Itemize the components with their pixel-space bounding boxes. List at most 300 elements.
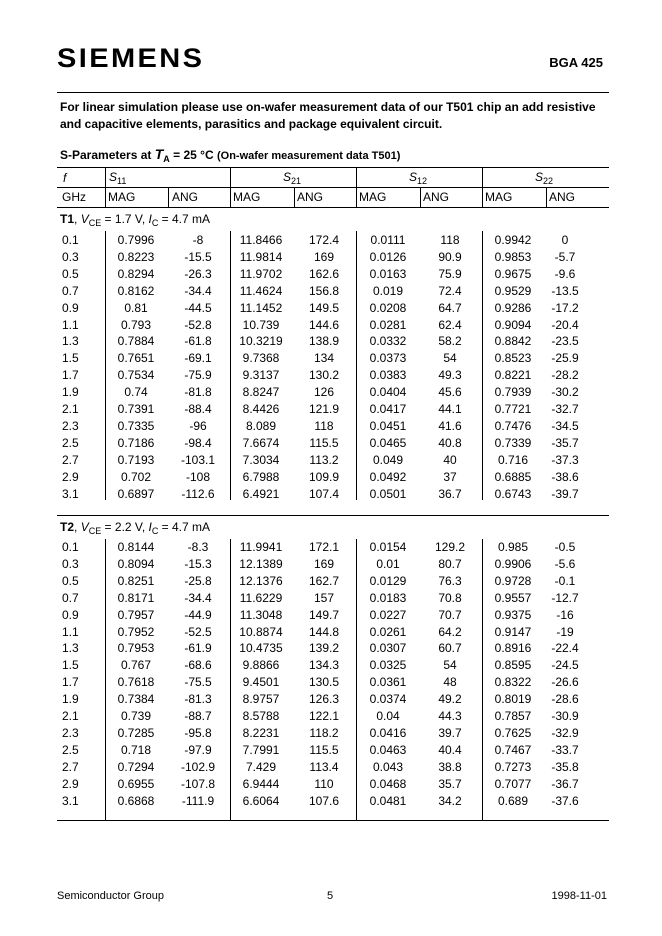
table-cell: 118 <box>440 233 460 247</box>
table-cell: -20.4 <box>551 317 579 332</box>
table-cell: -96 <box>189 418 207 433</box>
table-cell: -15.5 <box>184 249 212 264</box>
header-mag: MAG <box>108 190 136 204</box>
table-cell: 9.3137 <box>242 368 280 383</box>
table-cell: 58.2 <box>438 334 462 349</box>
table-cell: 1.9 <box>62 385 79 400</box>
table-cell: -88.4 <box>184 402 212 416</box>
table-cell: 0.8223 <box>117 249 155 264</box>
table-cell: 1.5 <box>62 658 79 673</box>
table-cell: -112.6 <box>181 486 215 501</box>
table-row <box>0 624 662 641</box>
table-cell: 0.767 <box>120 658 152 673</box>
table-cell: -75.5 <box>184 675 212 690</box>
table-cell: 0.0208 <box>369 300 407 315</box>
header-mag: MAG <box>233 190 261 204</box>
table-cell: 0.0481 <box>369 793 407 808</box>
table-cell: -12.7 <box>551 590 579 605</box>
header-col-divider-3 <box>482 167 483 207</box>
table-cell: 0.0501 <box>369 486 407 501</box>
table-cell: -81.3 <box>184 692 212 707</box>
table-cell: 172.1 <box>308 540 340 554</box>
table-cell: 8.9757 <box>242 692 280 707</box>
table-cell: 126 <box>313 385 335 400</box>
group-ic-var: I <box>148 520 152 534</box>
table-cell: -36.7 <box>551 776 579 791</box>
table-cell: 2.3 <box>62 725 79 740</box>
table-cell: -28.6 <box>551 692 579 707</box>
group-vce-value: = 1.7 V, <box>101 212 149 226</box>
table-cell: 0.9 <box>62 300 79 315</box>
table-cell: -69.1 <box>184 351 212 366</box>
table-cell: -111.9 <box>181 793 215 808</box>
table-cell: -19 <box>556 624 574 639</box>
table-cell: 40 <box>443 452 457 467</box>
table-cell: 7.6674 <box>242 435 280 450</box>
table-cell: 0.0281 <box>369 317 407 332</box>
table-cell: 0.8162 <box>117 283 155 298</box>
table-cell: 0.0332 <box>369 334 407 349</box>
table-cell: 35.7 <box>438 776 462 791</box>
table-cell: 0.8094 <box>117 556 155 571</box>
header-mag: MAG <box>359 190 387 204</box>
table-cell: 1.5 <box>62 351 79 366</box>
table-cell: 64.7 <box>438 300 462 315</box>
table-cell: 122.1 <box>308 709 340 723</box>
table-cell: 0.7952 <box>117 624 155 639</box>
table-cell: 0.0325 <box>369 658 407 673</box>
table-row <box>0 556 662 573</box>
table-cell: 10.8874 <box>239 624 283 639</box>
table-cell: 0.9529 <box>494 283 532 298</box>
table-cell: 8.4426 <box>242 402 280 416</box>
table-header-bottom-rule <box>57 207 609 208</box>
table-cell: 11.9814 <box>239 249 283 264</box>
table-cell: 0.985 <box>497 540 529 554</box>
heading-temp-var: T <box>154 146 164 162</box>
header-ang: ANG <box>172 190 199 204</box>
header-col-divider-2 <box>356 167 357 207</box>
table-cell: 0.0463 <box>369 742 407 757</box>
group-ic-value: = 4.7 mA <box>158 212 211 226</box>
table-cell: 0.7476 <box>494 418 532 433</box>
table-row <box>0 607 662 624</box>
table-cell: 0.689 <box>497 793 529 808</box>
table-row <box>0 759 662 776</box>
table-cell: -15.3 <box>184 556 212 571</box>
table-cell: 39.7 <box>438 725 462 740</box>
table-cell: -26.6 <box>551 675 579 690</box>
table-row <box>0 401 662 418</box>
table-cell: -33.7 <box>551 742 579 757</box>
table-cell: 8.8247 <box>242 385 280 400</box>
table-cell: 134 <box>313 351 335 366</box>
table-cell: -5.7 <box>554 249 576 264</box>
table-cell: -52.5 <box>184 624 212 639</box>
table-cell: 134.3 <box>308 658 340 673</box>
table-cell: 0.8251 <box>117 573 155 588</box>
table-row <box>0 266 662 283</box>
table-cell: -30.2 <box>551 385 579 400</box>
table-cell: 36.7 <box>438 486 462 501</box>
group-ic-sub: C <box>151 218 159 228</box>
table-cell: 40.4 <box>438 742 462 757</box>
group-name: T2 <box>60 520 75 534</box>
table-cell: 0.7186 <box>117 435 155 450</box>
table-cell: -61.9 <box>184 641 212 656</box>
group-vce-var: V <box>80 520 89 534</box>
table-cell: 0.7 <box>62 283 79 298</box>
table-row <box>0 725 662 742</box>
table-cell: 11.8466 <box>239 233 283 247</box>
group-separator-rule <box>57 515 609 516</box>
header-rule <box>57 92 609 93</box>
footer-left: Semiconductor Group <box>57 890 164 902</box>
table-cell: 0.9557 <box>494 590 532 605</box>
table-header-mid-rule <box>57 187 609 188</box>
table-cell: 0.7996 <box>117 233 155 247</box>
table-cell: 54 <box>443 658 457 673</box>
table-cell: 0.8144 <box>117 540 155 554</box>
section-heading <box>60 146 400 164</box>
table-row <box>0 232 662 249</box>
table-cell: 72.4 <box>438 283 462 298</box>
table-cell: 0.3 <box>62 249 79 264</box>
table-cell: 149.7 <box>308 607 340 622</box>
table-cell: 0.9675 <box>494 266 532 281</box>
group-vce-var: V <box>80 212 89 226</box>
table-cell: 0.6955 <box>117 776 155 791</box>
table-cell: 49.3 <box>438 368 462 383</box>
table-cell: 0.5 <box>62 266 79 281</box>
table-cell: -28.2 <box>551 368 579 383</box>
table-cell: 0.8523 <box>494 351 532 366</box>
table-cell: 2.1 <box>62 402 79 416</box>
table-cell: 12.1389 <box>239 556 283 571</box>
table-cell: 44.1 <box>438 402 462 416</box>
table-cell: 6.7988 <box>242 469 280 484</box>
table-row <box>0 283 662 300</box>
table-row <box>0 742 662 759</box>
table-cell: 0.0261 <box>369 624 407 639</box>
header-param-sub: 21 <box>291 176 302 186</box>
table-cell: -9.6 <box>554 266 576 281</box>
table-cell: 0.8221 <box>494 368 532 383</box>
table-cell: 0 <box>561 233 569 247</box>
table-cell: 0.6885 <box>494 469 532 484</box>
table-cell: 0.7625 <box>494 725 532 740</box>
table-cell: 139.2 <box>308 641 340 656</box>
table-cell: -34.5 <box>551 418 579 433</box>
table-cell: 130.2 <box>308 368 340 383</box>
table-cell: 0.9853 <box>494 249 532 264</box>
table-cell: 0.0383 <box>369 368 407 383</box>
table-cell: 115.5 <box>309 435 339 450</box>
table-cell: 7.3034 <box>242 452 280 467</box>
table-cell: 0.739 <box>120 709 152 723</box>
table-cell: 90.9 <box>438 249 462 264</box>
table-cell: 40.8 <box>438 435 462 450</box>
header-param-base: S <box>409 170 418 184</box>
table-cell: 0.6743 <box>494 486 532 501</box>
table-cell: -102.9 <box>180 759 216 774</box>
table-cell: 3.1 <box>62 486 79 501</box>
table-cell: 1.3 <box>62 641 79 656</box>
table-cell: 2.9 <box>62 469 79 484</box>
table-cell: 0.9094 <box>494 317 532 332</box>
header-param-s21 <box>283 170 301 186</box>
group-title-t2 <box>60 520 210 536</box>
table-cell: 0.0126 <box>369 249 407 264</box>
table-cell: 0.9728 <box>494 573 532 588</box>
table-cell: 0.0163 <box>369 266 407 281</box>
table-cell: -97.9 <box>184 742 212 757</box>
table-cell: 0.043 <box>372 759 404 774</box>
table-row <box>0 350 662 367</box>
table-cell: 8.2231 <box>242 725 280 740</box>
table-cell: 9.8866 <box>242 658 280 673</box>
table-cell: -25.8 <box>184 573 212 588</box>
table-cell: 126.3 <box>308 692 340 707</box>
table-cell: 115.5 <box>309 742 339 757</box>
table-cell: -26.3 <box>184 266 212 281</box>
heading-temp-value: = 25 °C <box>173 148 214 162</box>
intro-text: For linear simulation please use on-wafer measurement data of our T501 chip an add resistive and capacitive elements, parasitics and package equivalent circuit. <box>60 100 596 131</box>
table-cell: -44.9 <box>184 607 212 622</box>
header-ang: ANG <box>423 190 450 204</box>
table-row <box>0 573 662 590</box>
header-param-sub: 12 <box>417 176 428 186</box>
table-cell: 138.9 <box>308 334 340 349</box>
table-row <box>0 435 662 452</box>
table-cell: 144.6 <box>308 317 340 332</box>
table-cell: 64.2 <box>438 624 462 639</box>
heading-label: S-Parameters at <box>60 148 152 162</box>
table-cell: 0.1 <box>62 233 79 247</box>
table-cell: 0.5 <box>62 573 79 588</box>
table-cell: 0.7467 <box>494 742 532 757</box>
table-cell: 1.9 <box>62 692 79 707</box>
table-cell: 0.9147 <box>494 624 532 639</box>
table-cell: -22.4 <box>551 641 579 656</box>
table-cell: 0.01 <box>376 556 400 571</box>
table-cell: -38.6 <box>551 469 579 484</box>
header-col-divider-0 <box>105 167 106 207</box>
table-cell: -8 <box>192 233 204 247</box>
header-mag: MAG <box>485 190 513 204</box>
header-param-base: S <box>535 170 544 184</box>
table-cell: 41.6 <box>438 418 462 433</box>
table-cell: 0.9286 <box>494 300 532 315</box>
table-cell: -98.4 <box>184 435 212 450</box>
table-cell: 0.0154 <box>369 540 407 554</box>
table-cell: 0.7077 <box>494 776 532 791</box>
table-cell: -44.5 <box>184 300 212 315</box>
table-cell: 60.7 <box>438 641 462 656</box>
table-row <box>0 249 662 266</box>
table-cell: -23.5 <box>551 334 579 349</box>
table-cell: -107.8 <box>180 776 216 791</box>
table-cell: -13.5 <box>551 283 579 298</box>
table-row <box>0 300 662 317</box>
table-cell: 76.3 <box>438 573 462 588</box>
table-cell: 34.2 <box>438 793 462 808</box>
table-cell: 113.2 <box>309 452 339 467</box>
table-cell: 0.9906 <box>494 556 532 571</box>
table-cell: 8.089 <box>245 418 277 433</box>
table-cell: 70.8 <box>438 590 462 605</box>
table-cell: 62.4 <box>438 317 462 332</box>
table-cell: 0.8842 <box>494 334 532 349</box>
table-cell: 11.9702 <box>239 266 283 281</box>
table-cell: 70.7 <box>438 607 462 622</box>
table-cell: 0.0183 <box>369 590 407 605</box>
table-cell: 0.9375 <box>494 607 532 622</box>
header-ang: ANG <box>549 190 576 204</box>
table-cell: 38.8 <box>438 759 462 774</box>
table-cell: 0.3 <box>62 556 79 571</box>
header-sub-divider-3 <box>546 187 547 207</box>
table-cell: 80.7 <box>438 556 462 571</box>
table-cell: -52.8 <box>184 317 212 332</box>
table-cell: 75.9 <box>438 266 462 281</box>
table-cell: 0.7953 <box>117 641 155 656</box>
group-cond: , <box>74 212 81 226</box>
table-row <box>0 469 662 486</box>
table-cell: 1.1 <box>62 317 79 332</box>
table-cell: 0.81 <box>124 300 148 315</box>
table-row <box>0 539 662 556</box>
table-cell: -34.4 <box>184 283 212 298</box>
table-row <box>0 367 662 384</box>
table-cell: 110 <box>314 776 334 791</box>
table-cell: 0.0451 <box>369 418 407 433</box>
table-cell: 107.4 <box>308 486 340 501</box>
table-cell: 8.5788 <box>242 709 280 723</box>
group-ic-var: I <box>148 212 152 226</box>
header-param-sub: 22 <box>543 176 554 186</box>
table-cell: 11.4624 <box>239 283 283 298</box>
table-cell: 162.6 <box>308 266 340 281</box>
table-cell: -30.9 <box>551 709 579 723</box>
siemens-logo: SIEMENS <box>57 44 205 74</box>
table-cell: 0.9942 <box>494 233 532 247</box>
table-cell: 0.7273 <box>494 759 532 774</box>
table-cell: -25.9 <box>551 351 579 366</box>
group-ic-value: = 4.7 mA <box>158 520 211 534</box>
group-vce-sub: CE <box>88 526 102 536</box>
table-row <box>0 776 662 793</box>
table-cell: 0.6868 <box>117 793 155 808</box>
table-cell: 1.7 <box>62 675 79 690</box>
table-cell: -61.8 <box>184 334 212 349</box>
table-cell: 118.2 <box>309 725 339 740</box>
table-cell: 0.7618 <box>117 675 155 690</box>
header-sub-divider-2 <box>420 187 421 207</box>
table-cell: 0.0129 <box>369 573 407 588</box>
header-unit-ghz: GHz <box>62 190 86 204</box>
table-cell: 121.9 <box>308 402 340 416</box>
header-param-sub: 11 <box>117 176 127 186</box>
table-cell: 0.8595 <box>494 658 532 673</box>
table-cell: 0.7193 <box>117 452 155 467</box>
table-cell: 2.3 <box>62 418 79 433</box>
group-vce-sub: CE <box>88 218 102 228</box>
table-bottom-rule <box>57 820 609 821</box>
table-cell: 0.7534 <box>117 368 155 383</box>
table-cell: -81.8 <box>184 385 212 400</box>
table-cell: 0.7384 <box>117 692 155 707</box>
table-cell: 0.0111 <box>370 233 406 247</box>
table-cell: 0.0361 <box>369 675 407 690</box>
table-cell: 10.3219 <box>239 334 283 349</box>
table-cell: 0.1 <box>62 540 79 554</box>
table-cell: 6.4921 <box>242 486 280 501</box>
table-cell: 2.7 <box>62 759 79 774</box>
table-cell: -88.7 <box>184 709 212 723</box>
group-cond: , <box>74 520 81 534</box>
table-cell: -37.6 <box>551 793 579 808</box>
group-vce-value: = 2.2 V, <box>101 520 149 534</box>
table-cell: 0.0492 <box>369 469 407 484</box>
table-cell: 0.7391 <box>117 402 155 416</box>
footer-date: 1998-11-01 <box>551 890 607 902</box>
header-ang: ANG <box>297 190 324 204</box>
table-cell: 0.9 <box>62 607 79 622</box>
part-number: BGA 425 <box>549 55 603 70</box>
table-row <box>0 486 662 503</box>
table-row <box>0 691 662 708</box>
table-cell: 3.1 <box>62 793 79 808</box>
header-frequency: f <box>63 171 67 185</box>
table-cell: -17.2 <box>551 300 579 315</box>
table-cell: 0.0373 <box>369 351 407 366</box>
table-cell: 7.429 <box>245 759 277 774</box>
table-cell: -0.5 <box>554 540 576 554</box>
table-cell: 0.7857 <box>494 709 532 723</box>
table-cell: 9.7368 <box>242 351 280 366</box>
table-cell: 11.6229 <box>239 590 283 605</box>
table-cell: 2.7 <box>62 452 79 467</box>
table-cell: 0.7339 <box>494 435 532 450</box>
table-row <box>0 317 662 334</box>
table-cell: 7.7991 <box>242 742 280 757</box>
table-cell: -16 <box>556 607 574 622</box>
table-cell: 0.7884 <box>117 334 155 349</box>
header-sub-divider-1 <box>294 187 295 207</box>
table-cell: 0.7285 <box>117 725 155 740</box>
table-cell: 144.8 <box>308 624 340 639</box>
table-cell: 0.8171 <box>117 590 155 605</box>
table-cell: 113.4 <box>309 759 339 774</box>
table-cell: 0.74 <box>124 385 148 400</box>
group-title-t1 <box>60 212 210 228</box>
table-cell: 0.8294 <box>117 266 155 281</box>
table-cell: -37.3 <box>551 452 579 467</box>
table-cell: 6.9444 <box>242 776 280 791</box>
table-cell: 9.4501 <box>242 675 280 690</box>
table-cell: 0.0465 <box>369 435 407 450</box>
header-sub-divider-0 <box>168 187 169 207</box>
table-cell: -0.1 <box>554 573 576 588</box>
table-row <box>0 590 662 607</box>
table-cell: 0.718 <box>120 742 152 757</box>
table-top-rule <box>57 167 609 168</box>
table-cell: 45.6 <box>438 385 462 400</box>
table-cell: -34.4 <box>184 590 212 605</box>
table-cell: 169 <box>313 249 335 264</box>
table-cell: 0.0227 <box>369 607 407 622</box>
